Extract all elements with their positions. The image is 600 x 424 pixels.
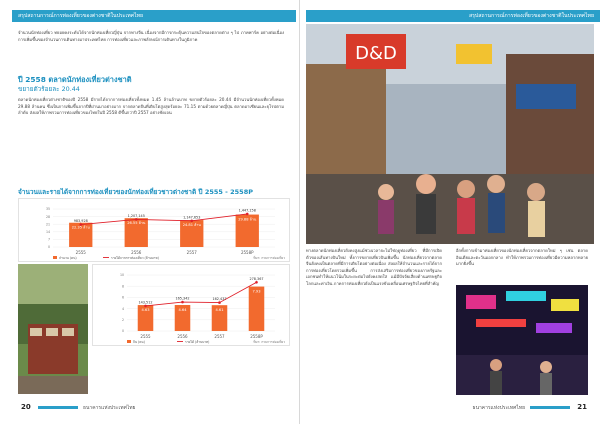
legend-label: จำนวน (คน) [59, 255, 77, 260]
chart-2-box [92, 264, 290, 346]
right-text-col1 [306, 248, 442, 290]
night-market-photo [456, 285, 588, 395]
chart-note: ที่มา: กรมการท่องเที่ยว [253, 255, 285, 260]
bar-value-label: 26.55 ล้าน [127, 221, 146, 226]
intro-text [18, 30, 284, 45]
x-tick-label: 2558P [240, 250, 254, 255]
bar-value-label: 29.88 ล้าน [238, 217, 257, 222]
footer-text-left: ธนาคารแห่งประเทศไทย [82, 405, 136, 411]
line-point [255, 281, 258, 284]
chart-1-box [18, 198, 290, 262]
y-tick-label: 14 [45, 230, 50, 234]
chart-line [146, 282, 257, 306]
bar-value-label: 24.81 ล้าน [182, 223, 201, 228]
chart-title: จำนวนและรายได้จากการท่องเที่ยวของนักท่องเที่ยวชาวต่างชาติ ปี 2555 - 2558P [18, 188, 253, 196]
legend-swatch-bar [53, 256, 57, 259]
legend-label: รายได้จากการท่องเที่ยว (ล้านบาท) [111, 255, 159, 260]
bar-value-label: 4.61 [215, 308, 224, 313]
running-head-left: สรุปสถานการณ์การท่องเที่ยวของต่างชาติในประเทศไทย [12, 10, 296, 22]
y-tick-label: 10 [119, 273, 124, 278]
line-point [135, 218, 138, 221]
line-value-label: 1,147,653 [183, 215, 201, 220]
line-point [190, 219, 193, 222]
footer-right [473, 400, 590, 414]
line-value-label: 983,928 [73, 219, 88, 224]
footer-left [18, 400, 135, 414]
legend-label: จีน (คน) [133, 339, 145, 344]
line-point [79, 223, 82, 226]
y-tick-label: 0 [121, 329, 124, 334]
line-value-label: 162,437 [212, 297, 227, 302]
x-tick-label: 2556 [177, 334, 188, 339]
y-tick-label: 21 [45, 222, 50, 227]
y-tick-label: 6 [121, 295, 124, 300]
y-tick-label: 4 [121, 306, 124, 311]
svg-text:D&D: D&D [355, 43, 397, 64]
y-tick-label: 35 [45, 207, 50, 212]
bar-value-label: 22.35 ล้าน [71, 225, 90, 230]
train-photo [18, 264, 88, 394]
page-number-left: 20 [21, 403, 31, 411]
line-value-label: 1,447,158 [238, 208, 256, 213]
page-number-right: 21 [577, 403, 587, 411]
footer-bar-right [530, 406, 570, 409]
legend-swatch-bar [127, 340, 131, 343]
y-tick-label: 8 [121, 284, 124, 289]
y-tick-label: 7 [47, 237, 50, 242]
y-tick-label: 2 [121, 318, 124, 322]
chart-1 [19, 199, 289, 261]
x-tick-label: 2557 [214, 334, 225, 339]
section-text [18, 97, 284, 119]
x-tick-label: 2557 [186, 250, 197, 255]
chart-2 [93, 265, 289, 345]
line-point [218, 301, 221, 304]
x-tick-label: 2558P [250, 334, 263, 339]
line-point [144, 305, 147, 308]
x-tick-label: 2556 [131, 250, 142, 255]
line-value-label: 278,367 [249, 276, 264, 281]
street-photo [306, 24, 594, 244]
bar-value-label: 4.63 [141, 308, 150, 313]
footer-bar-left [38, 406, 78, 409]
line-point [181, 301, 184, 304]
right-paragraph-2: อีกทั้งการเข้ามาท่องเที่ยวของนักท่องเที่ยวจากตลาดใหม่ ๆ เช่น ตลาดอินเดียและตะวันออกกลาง ทำให้ภาพรวมการท่องเที่ยวมีความหลากหลายมากยิ่งขึ้น [456, 248, 588, 267]
x-tick-label: 2555 [75, 250, 86, 255]
y-tick-label: 28 [45, 214, 50, 219]
line-value-label: 1,207,145 [127, 213, 145, 218]
right-text-col2 [456, 248, 588, 270]
line-value-label: 143,512 [138, 300, 153, 305]
line-point [246, 213, 249, 216]
footer-text-right: ธนาคารแห่งประเทศไทย [472, 405, 526, 411]
line-value-label: 165,342 [175, 296, 190, 301]
y-tick-label: 0 [47, 245, 50, 250]
bar-value-label: 7.93 [252, 289, 261, 294]
section-heading: ปี 2558 ตลาดนักท่องเที่ยวต่างชาติ [18, 75, 132, 84]
section-subheading: ขยายตัวร้อยละ 20.44 [18, 85, 80, 93]
intro-paragraph: จำนวนนักท่องเที่ยว ทยอยคงระดับได้จากนักท่องเที่ยวญี่ปุ่น จากทางจีน เนื่องจากมีการกระตุ้นความสนใจของตลาดต่าง ๆ ไป ภาคพาร์ค อย่างต่อเนื่อง การเพิ่มขึ้นของจำนวนการเดินทางมาประเทศไทย การท่องเที่ยวและภาพลักษณ์การเดินทางในภูมิภาค [18, 30, 284, 42]
running-head-right: สรุปสถานการณ์การท่องเที่ยวของต่างชาติในประเทศไทย [306, 10, 600, 22]
x-tick-label: 2555 [140, 334, 151, 339]
bar-value-label: 4.64 [178, 308, 187, 313]
right-page [300, 0, 600, 424]
legend-label: รายได้ (ล้านบาท) [185, 339, 210, 344]
chart-note: ที่มา: กรมการท่องเที่ยว [253, 339, 285, 344]
section-paragraph: ตลาดนักท่องเที่ยวต่างชาติของปี 2558 มีรายได้จากการท่องเที่ยวทั้งหมด 1.45 ล้านล้านบาท ขยายตัวร้อยละ 20.44 มีจำนวนนักท่องเที่ยวทั้งหมด 29.88 ล้านคน ซึ่งเป็นการเพิ่มขึ้นจากปีที่ผ่านมาอย่างมาก จากตลาดจีนที่เติบโตสูงสุดร้อยละ 71.15 ตามด้วยตลาดญี่ปุ่น ตลาดอาเซียนและยุโรปตามลำดับ ส่งผลให้ภาพรวมการท่องเที่ยวของไทยในปี 2558 ดีขึ้นกว่าปี 2557 อย่างชัดเจน [18, 97, 284, 116]
right-paragraph-1: ทางตลาดนักท่องเที่ยวยังคงสูงแม้ช่วงเวลาจะไม่ใช่ฤดูท่องเที่ยว ที่มีการเปิดตัวของเส้นทางบินใหม่ ทั้งการขยายเที่ยวบินเพิ่มขึ้น นักท่องเที่ยวจากตลาดจีนยังคงเป็นตลาดที่มีการเติบโตอย่างต่อเนื่อง ส่งผลให้จำนวนและรายได้จากการท่องเที่ยวโดยรวมเพิ่มขึ้น การส่งเสริมการท่องเที่ยวของภาครัฐและเอกชนทำให้แนวโน้มในระยะต่อไปยังคงสดใส แม้มีปัจจัยเสี่ยงด้านเศรษฐกิจโลกและค่าเงิน ภาคการท่องเที่ยวยังเป็นแรงขับเคลื่อนเศรษฐกิจไทยที่สำคัญ [306, 248, 442, 286]
